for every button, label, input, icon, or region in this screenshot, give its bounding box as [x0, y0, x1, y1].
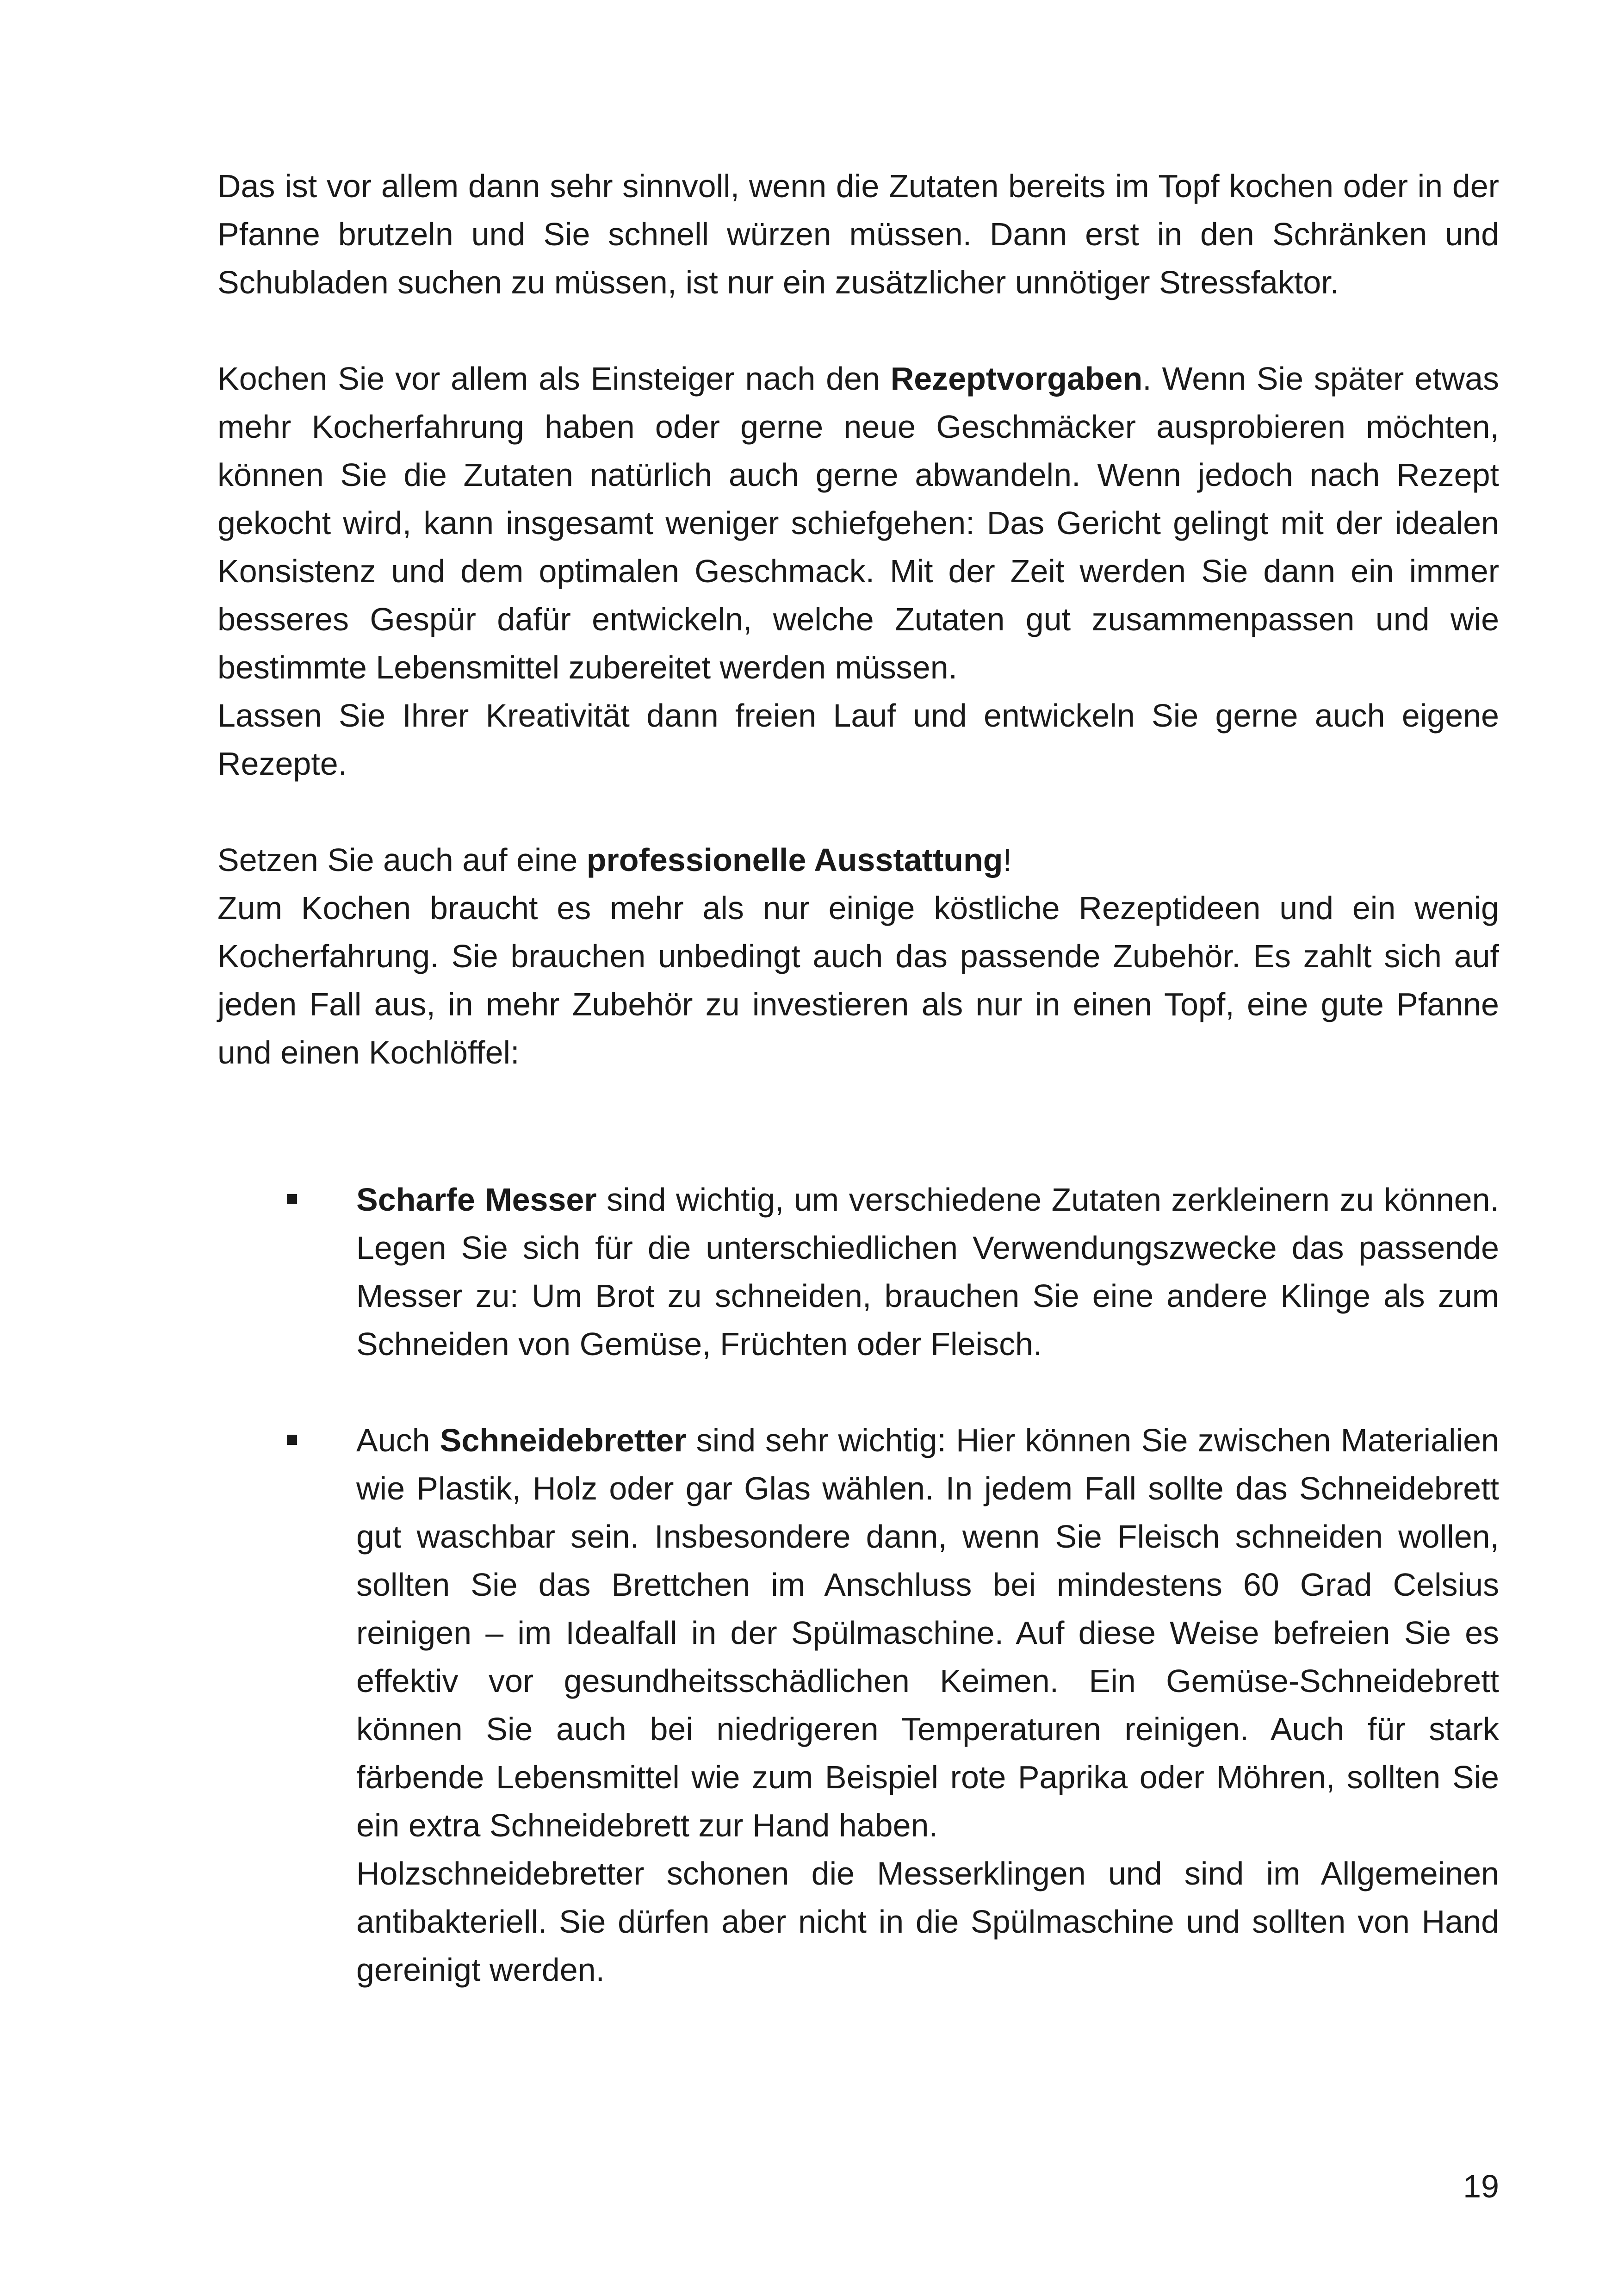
bullet-2-text [356, 1416, 1499, 1849]
paragraph-2-start: Kochen Sie vor allem als Einsteiger nach den [217, 361, 891, 397]
bold-professionelle-ausstattung: professionelle Ausstattung [586, 842, 1003, 878]
paragraph-recipes [217, 355, 1499, 788]
paragraph-4: Zum Kochen braucht es mehr als nur einige köstliche Rezeptideen und ein wenig Kocherfahrung. Sie brauchen unbedingt auch das passende Zubehör. Es zahlt sich auf jeden Fall aus, in mehr Zubehör zu investieren als nur in einen Topf, eine gute Pfanne und einen Kochlöffel: [217, 890, 1499, 1070]
square-bullet-icon [287, 1194, 297, 1204]
square-bullet-icon [287, 1435, 297, 1445]
bullet-1-text [356, 1176, 1499, 1368]
bold-rezeptvorgaben: Rezeptvorgaben [890, 361, 1143, 397]
bold-scharfe-messer: Scharfe Messer [356, 1182, 597, 1218]
paragraph-equipment [217, 836, 1499, 1076]
paragraph-3-start: Setzen Sie auch auf eine [217, 842, 587, 878]
paragraph-2-creativity: Lassen Sie Ihrer Kreativität dann freien Lauf und entwickeln Sie gerne auch eigene Rezepte. [217, 697, 1499, 782]
bullet-2-extra: Holzschneidebretter schonen die Messerklingen und sind im Allgemeinen antibakteriell. Sie dürfen aber nicht in die Spülmaschine und sollten von Hand gereinigt werden. [356, 1855, 1499, 1988]
paragraph-2-rest: . Wenn Sie später etwas mehr Kocherfahrung haben oder gerne neue Geschmäcker ausprobieren möchten, können Sie die Zutaten natürlich auch gerne abwandeln. Wenn jedoch nach Rezept gekocht wird, kann insgesamt weniger schiefgehen: Das Gericht gelingt mit der idealen Konsistenz und dem optimalen Geschmack. Mit der Zeit werden Sie dann ein immer besseres Gespür dafür entwickeln, welche Zutaten gut zusammenpassen und wie bestimmte Lebensmittel zubereitet werden müssen. [217, 361, 1499, 685]
bold-schneidebretter: Schneidebretter [440, 1422, 687, 1458]
main-text [217, 162, 1499, 1076]
list-item-cutting-boards [356, 1416, 1499, 1994]
bullet-2-rest: sind sehr wichtig: Hier können Sie zwischen Materialien wie Plastik, Holz oder gar Glas wählen. In jedem Fall sollte das Schneidebrett gut waschbar sein. Insbesondere dann, wenn Sie Fleisch schneiden wollen, sollten Sie das Brettchen im Anschluss bei mindestens 60 Grad Celsius reinigen – im Idealfall in der Spülmaschine. Auf diese Weise befreien Sie es effektiv vor gesundheitsschädlichen Keimen. Ein Gemüse-Schneidebrett können Sie auch bei niedrigeren Temperaturen reinigen. Auch für stark färbende Lebensmittel wie zum Beispiel rote Paprika oder Möhren, sollten Sie ein extra Schneidebrett zur Hand haben. [356, 1422, 1499, 1843]
paragraph-3-end: ! [1003, 842, 1012, 878]
list-item-knives [356, 1176, 1499, 1368]
page-number: 19 [1463, 2168, 1499, 2204]
paragraph-3 [217, 836, 1499, 884]
bullet-2-start: Auch [356, 1422, 440, 1458]
paragraph-intro [217, 162, 1499, 306]
paragraph-1: Das ist vor allem dann sehr sinnvoll, wenn die Zutaten bereits im Topf kochen oder in der Pfanne brutzeln und Sie schnell würzen müssen. Dann erst in den Schränken und Schubladen suchen zu müssen, ist nur ein zusätzlicher unnötiger Stressfaktor. [217, 168, 1499, 300]
paragraph-2 [217, 355, 1499, 691]
bullet-1-rest: sind wichtig, um verschiedene Zutaten zerkleinern zu können. Legen Sie sich für die unterschiedlichen Verwendungszwecke das passende Messer zu: Um Brot zu schneiden, brauchen Sie eine andere Klinge als zum Schneiden von Gemüse, Früchten oder Fleisch. [356, 1182, 1499, 1362]
